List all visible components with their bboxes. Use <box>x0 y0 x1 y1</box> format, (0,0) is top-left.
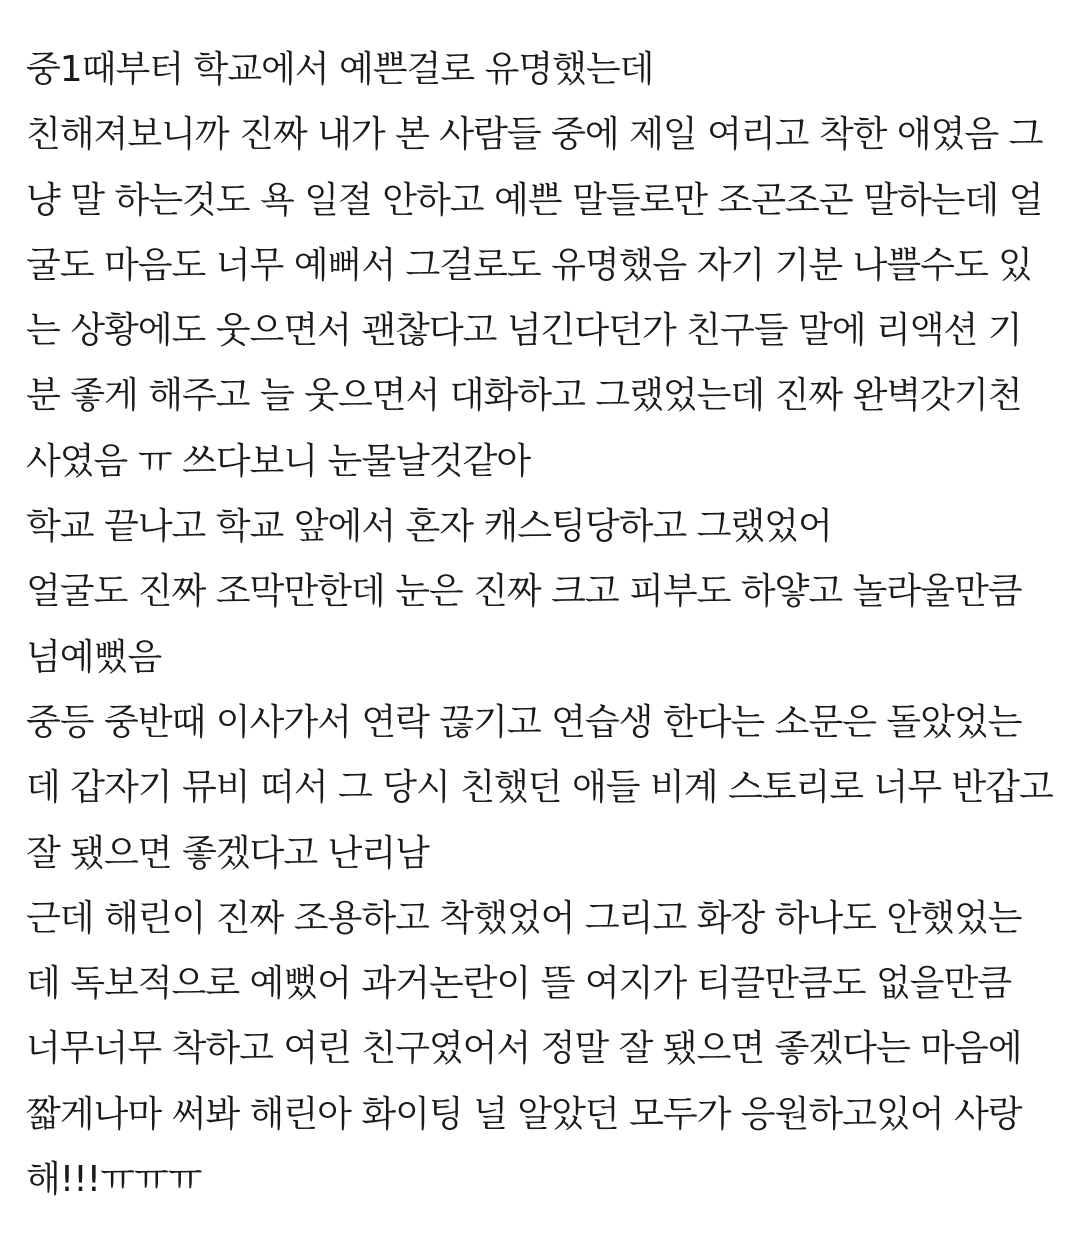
post-body <box>26 37 1066 1212</box>
text-line: 데 독보적으로 예뻤어 과거논란이 뜰 여지가 티끌만큼도 없을만큼 <box>26 963 1012 1005</box>
text-line: 친해져보니까 진짜 내가 본 사람들 중에 제일 여리고 착한 애였음 그 <box>26 114 1043 156</box>
text-line: 는 상황에도 웃으면서 괜찮다고 넘긴다던가 친구들 말에 리액션 기 <box>26 310 1022 352</box>
text-line: 잘 됐으면 좋겠다고 난리남 <box>26 832 429 874</box>
text-line: 중1때부터 학교에서 예쁜걸로 유명했는데 <box>26 49 654 90</box>
text-line: 데 갑자기 뮤비 떠서 그 당시 친했던 애들 비계 스토리로 너무 반갑고 <box>26 767 1053 809</box>
text-line: 분 좋게 해주고 늘 웃으면서 대화하고 그랬었는데 진짜 완벽갓기천 <box>26 375 1022 417</box>
text-line: 냥 말 하는것도 욕 일절 안하고 예쁜 말들로만 조곤조곤 말하는데 얼 <box>26 179 1043 221</box>
text-line: 짧게나마 써봐 해린아 화이팅 널 알았던 모두가 응원하고있어 사랑 <box>26 1093 1022 1135</box>
text-line: 넘예뻤음 <box>26 636 162 678</box>
text-line: 너무너무 착하고 여린 친구였어서 정말 잘 됐으면 좋겠다는 마음에 <box>26 1028 1022 1070</box>
text-line: 근데 해린이 진짜 조용하고 착했었어 그리고 화장 하나도 안했었는 <box>26 897 1022 939</box>
text-line: 굴도 마음도 너무 예뻐서 그걸로도 유명했음 자기 기분 나쁠수도 있 <box>26 244 1032 286</box>
text-line: 해!!!ㅠㅠㅠ <box>26 1159 202 1201</box>
text-line: 얼굴도 진짜 조막만한데 눈은 진짜 크고 피부도 하얗고 놀라울만큼 <box>26 571 1022 613</box>
text-line: 사였음 ㅠ 쓰다보니 눈물날것같아 <box>26 440 531 482</box>
text-line: 중등 중반때 이사가서 연락 끊기고 연습생 한다는 소문은 돌았었는 <box>26 701 1022 743</box>
text-line: 학교 끝나고 학교 앞에서 혼자 캐스팅당하고 그랬었어 <box>26 506 832 548</box>
